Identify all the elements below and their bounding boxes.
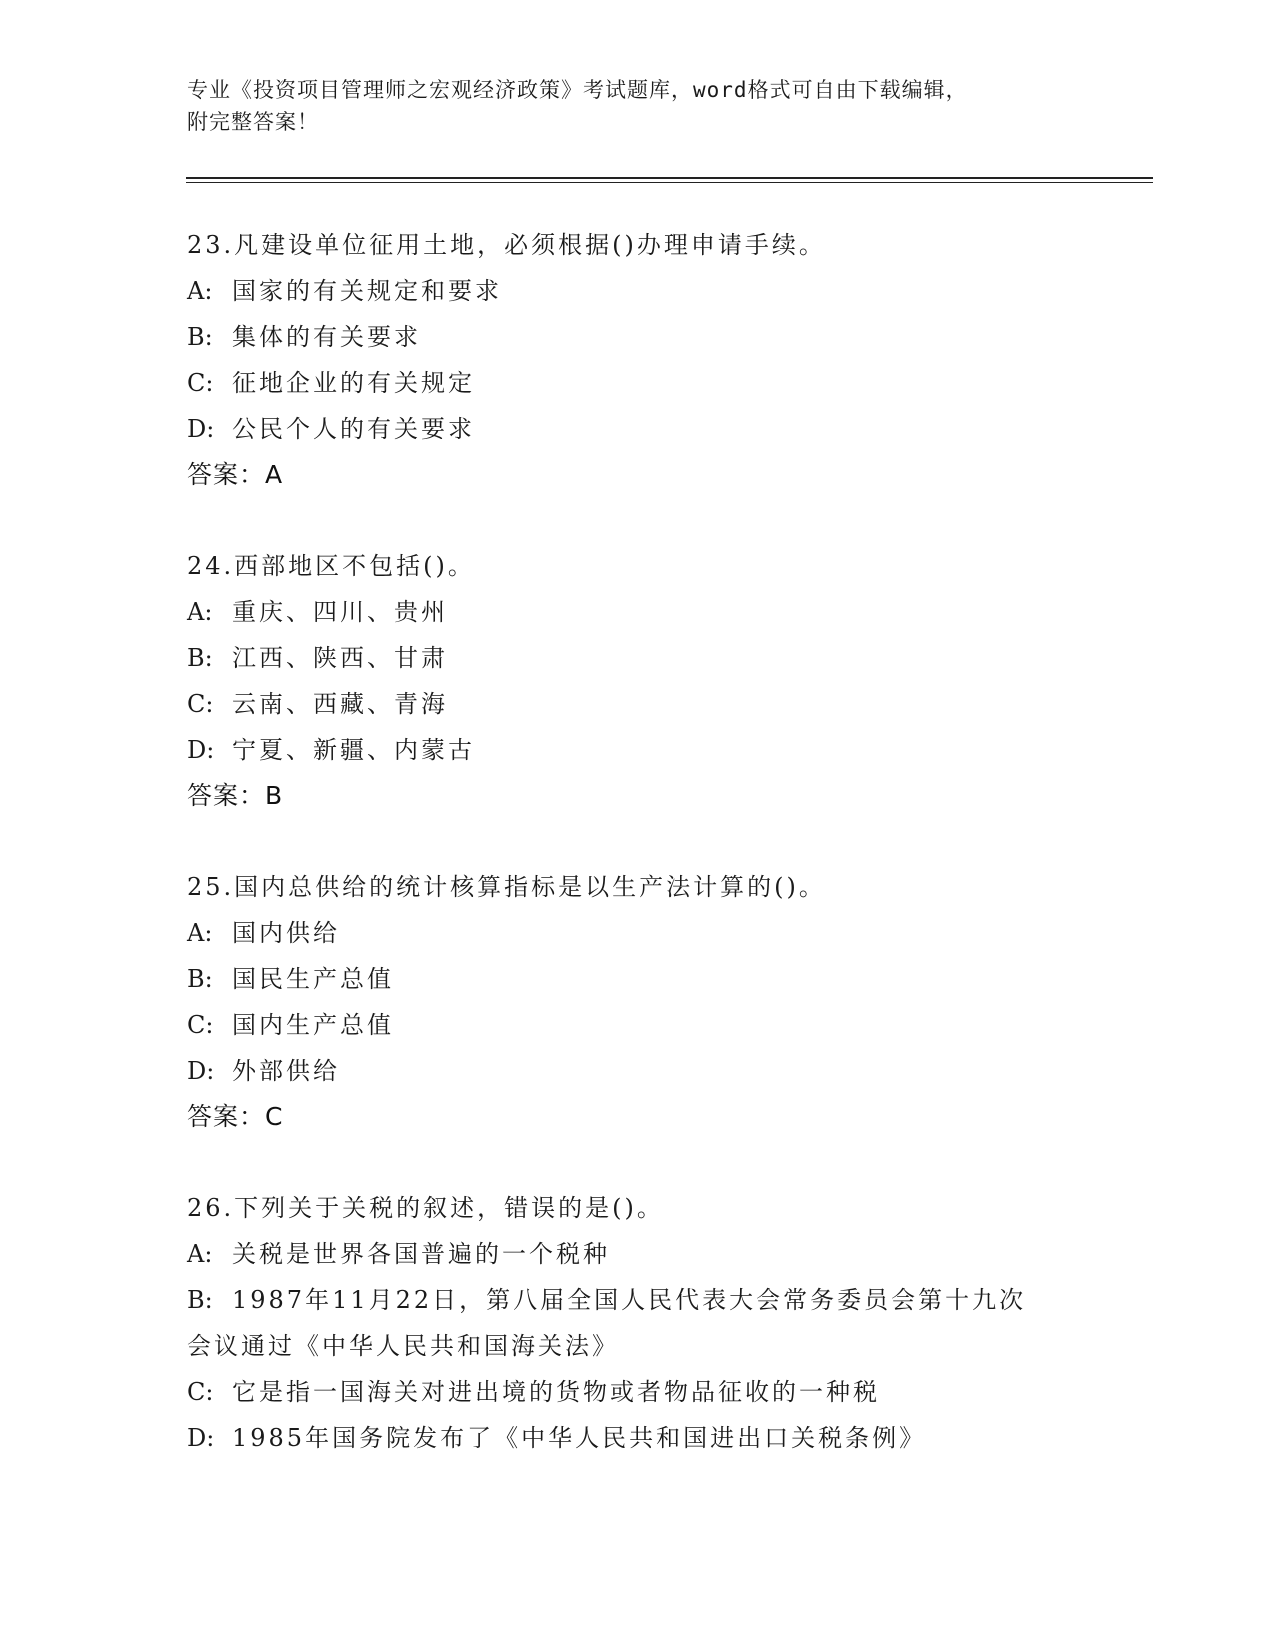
question-24 xyxy=(187,543,1087,819)
option-a xyxy=(187,589,1087,635)
option-d xyxy=(187,1415,1087,1461)
answer-text: 答案：A xyxy=(187,460,284,489)
option-label: B: xyxy=(187,1286,213,1314)
question-25 xyxy=(187,864,1087,1140)
option-label: B: xyxy=(187,323,213,351)
option-text: 国内生产总值 xyxy=(232,1011,394,1039)
option-text: 集体的有关要求 xyxy=(232,323,421,351)
header-divider xyxy=(186,177,1153,183)
option-label: A: xyxy=(187,1240,213,1268)
option-label: A: xyxy=(187,277,213,305)
option-label: D: xyxy=(187,415,215,443)
option-b xyxy=(187,1277,1087,1323)
option-label: A: xyxy=(187,598,213,626)
question-stem: 23.凡建设单位征用土地，必须根据()办理申请手续。 xyxy=(187,231,826,259)
option-text: 宁夏、新疆、内蒙古 xyxy=(232,736,475,764)
option-text: 江西、陕西、甘肃 xyxy=(232,644,448,672)
option-label: C: xyxy=(187,1011,214,1039)
option-b xyxy=(187,956,1087,1002)
option-label: B: xyxy=(187,644,213,672)
option-text: 关税是世界各国普遍的一个税种 xyxy=(232,1240,610,1268)
option-text: 1985年国务院发布了《中华人民共和国进出口关税条例》 xyxy=(232,1424,927,1452)
option-c xyxy=(187,1369,1087,1415)
question-stem: 26.下列关于关税的叙述，错误的是()。 xyxy=(187,1194,664,1222)
option-d xyxy=(187,727,1087,773)
option-label: A: xyxy=(187,919,213,947)
option-label: B: xyxy=(187,965,213,993)
option-text: 外部供给 xyxy=(232,1057,340,1085)
option-a xyxy=(187,910,1087,956)
option-label: D: xyxy=(187,1057,215,1085)
option-d xyxy=(187,406,1087,452)
option-label: D: xyxy=(187,736,215,764)
answer-text: 答案：B xyxy=(187,781,284,810)
answer-text: 答案：C xyxy=(187,1102,284,1131)
option-text: 1987年11月22日，第八届全国人民代表大会常务委员会第十九次 xyxy=(232,1286,1027,1314)
option-text: 征地企业的有关规定 xyxy=(232,369,475,397)
question-26 xyxy=(187,1185,1087,1461)
header-line-2: 附完整答案！ xyxy=(187,110,319,134)
option-text: 国家的有关规定和要求 xyxy=(232,277,502,305)
question-stem: 24.西部地区不包括()。 xyxy=(187,552,475,580)
option-b xyxy=(187,314,1087,360)
document-header xyxy=(187,74,1067,138)
option-text: 它是指一国海关对进出境的货物或者物品征收的一种税 xyxy=(232,1378,880,1406)
option-a xyxy=(187,1231,1087,1277)
option-label: C: xyxy=(187,690,214,718)
question-23 xyxy=(187,222,1087,498)
option-text: 国内供给 xyxy=(232,919,340,947)
option-c xyxy=(187,1002,1087,1048)
option-text: 公民个人的有关要求 xyxy=(232,415,475,443)
option-label: D: xyxy=(187,1424,215,1452)
header-line-1: 专业《投资项目管理师之宏观经济政策》考试题库，word格式可自由下载编辑， xyxy=(187,78,968,102)
option-label: C: xyxy=(187,369,214,397)
option-d xyxy=(187,1048,1087,1094)
question-stem: 25.国内总供给的统计核算指标是以生产法计算的()。 xyxy=(187,873,826,901)
option-c xyxy=(187,681,1087,727)
option-text: 云南、西藏、青海 xyxy=(232,690,448,718)
option-text: 国民生产总值 xyxy=(232,965,394,993)
option-text: 重庆、四川、贵州 xyxy=(232,598,448,626)
option-b-continuation: 会议通过《中华人民共和国海关法》 xyxy=(187,1332,619,1360)
option-c xyxy=(187,360,1087,406)
option-b xyxy=(187,635,1087,681)
option-a xyxy=(187,268,1087,314)
option-label: C: xyxy=(187,1378,214,1406)
